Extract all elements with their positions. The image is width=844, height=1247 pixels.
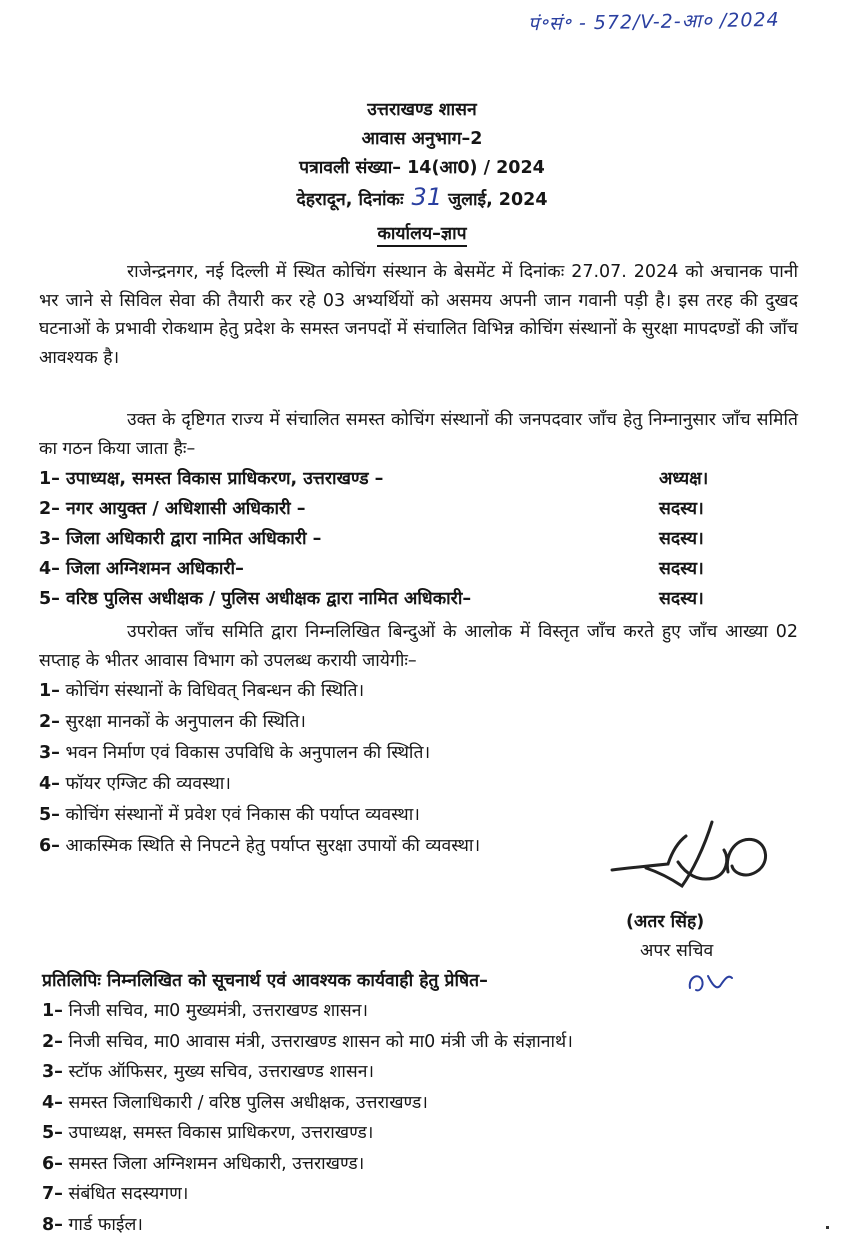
committee-row [39, 464, 729, 494]
date-day-handwritten: 31 [411, 183, 443, 211]
letterhead [0, 96, 844, 215]
document-title [0, 221, 844, 245]
handwritten-initials [686, 968, 736, 996]
list-item: 8– गार्ड फाईल। [42, 1214, 143, 1235]
signatory-designation: अपर सचिव [640, 941, 714, 961]
list-item: 7– संबंधित सदस्यगण। [42, 1184, 189, 1204]
list-item: 3– स्टॉफ ऑफिसर, मुख्य सचिव, उत्तराखण्ड शासन। [42, 1062, 375, 1082]
list-item: 6– आकस्मिक स्थिति से निपटने हेतु पर्याप्त सुरक्षा उपायों की व्यवस्था। [39, 836, 481, 856]
committee-role: अध्यक्ष। [659, 469, 709, 489]
list-item: 4– फॉयर एग्जिट की व्यवस्था। [39, 774, 231, 794]
committee-member: 3– जिला अधिकारी द्वारा नामित अधिकारी – [39, 529, 322, 549]
handwritten-reference-number: पं॰सं॰ - 572/V-2-आ० /2024 [527, 8, 780, 36]
scan-mark [826, 1226, 829, 1229]
signatory-name: (अतर सिंह) [626, 912, 705, 932]
committee-row [39, 524, 729, 554]
list-item: 4– समस्त जिलाधिकारी / वरिष्ठ पुलिस अधीक्षक, उत्तराखण्ड। [42, 1092, 428, 1113]
committee-list [39, 464, 729, 614]
paragraph-incident: राजेन्द्रनगर, नई दिल्ली में स्थित कोचिंग संस्थान के बेसमेंट में दिनांकः 27.07. 2024 को अचानक पानी भर जाने से सिविल सेवा की तैयारी कर रहे 03 अभ्यर्थियों को असमय अपनी जान गवानी पड़ी है। इस तरह की दुखद घटनाओं के प्रभावी रोकथाम हेतु प्रदेश के समस्त जनपदों में संचालित विभिन्न कोचिंग संस्थानों के सुरक्षा मापदण्डों की जाँच आवश्यक है। [39, 262, 798, 368]
paragraph-committee-intro: उक्त के दृष्टिगत राज्य में संचालित समस्त कोचिंग संस्थानों की जनपदवार जाँच हेतु निम्नानुसार जाँच समिति का गठन किया जाता हैः– [39, 410, 798, 459]
committee-row [39, 584, 729, 614]
committee-role: सदस्य। [659, 589, 704, 609]
committee-member: 2– नगर आयुक्त / अधिशासी अधिकारी – [39, 499, 306, 519]
list-item: 3– भवन निर्माण एवं विकास उपविधि के अनुपालन की स्थिति। [39, 743, 431, 763]
list-item: 1– निजी सचिव, मा0 मुख्यमंत्री, उत्तराखण्ड शासन। [42, 1001, 369, 1021]
list-item: 5– उपाध्यक्ष, समस्त विकास प्राधिकरण, उत्तराखण्ड। [42, 1123, 374, 1143]
list-item: 2– सुरक्षा मानकों के अनुपालन की स्थिति। [39, 712, 306, 732]
government-name: उत्तराखण्ड शासन [367, 100, 477, 120]
copy-to-list [42, 996, 802, 1240]
copy-to-heading: प्रतिलिपिः निम्नलिखित को सूचनार्थ एवं आवश्यक कार्यवाही हेतु प्रेषित– [42, 971, 488, 991]
committee-role: सदस्य। [659, 499, 704, 519]
committee-member: 4– जिला अग्निशमन अधिकारी– [39, 559, 244, 579]
list-item: 5– कोचिंग संस्थानों में प्रवेश एवं निकास की पर्याप्त व्यवस्था। [39, 805, 420, 825]
list-item: 6– समस्त जिला अग्निशमन अधिकारी, उत्तराखण्ड। [42, 1153, 365, 1174]
handwritten-signature [608, 812, 783, 892]
list-item: 1– कोचिंग संस्थानों के विधिवत् निबन्धन की स्थिति। [39, 681, 365, 701]
department-section: आवास अनुभाग–2 [361, 129, 483, 149]
committee-role: सदस्य। [659, 529, 704, 549]
file-number: पत्रावली संख्या– 14(आ0) / 2024 [299, 158, 545, 178]
committee-row [39, 554, 729, 584]
paragraph-inspection-points-intro: उपरोक्त जाँच समिति द्वारा निम्नलिखित बिन्दुओं के आलोक में विस्तृत जाँच करते हुए जाँच आख्या 02 सप्ताह के भीतर आवास विभाग को उपलब्ध करायी जायेगीः– [39, 622, 798, 671]
committee-row [39, 494, 729, 524]
committee-member: 1– उपाध्यक्ष, समस्त विकास प्राधिकरण, उत्तराखण्ड – [39, 469, 384, 489]
date-line [0, 183, 844, 215]
date-suffix: जुलाई, 2024 [448, 190, 548, 210]
committee-role: सदस्य। [659, 559, 704, 579]
list-item: 2– निजी सचिव, मा0 आवास मंत्री, उत्तराखण्ड शासन को मा0 मंत्री जी के संज्ञानार्थ। [42, 1031, 573, 1052]
committee-member: 5– वरिष्ठ पुलिस अधीक्षक / पुलिस अधीक्षक द्वारा नामित अधिकारी– [39, 589, 472, 609]
date-prefix: देहरादून, दिनांकः [296, 190, 404, 210]
title-text: कार्यालय–ज्ञाप [377, 224, 466, 247]
